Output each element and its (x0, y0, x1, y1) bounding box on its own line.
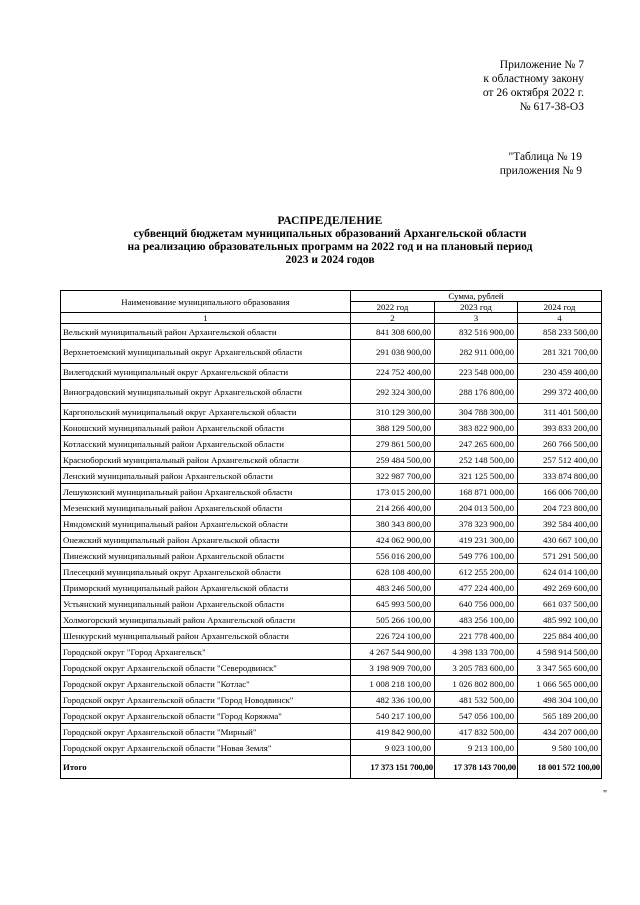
table-row (61, 516, 602, 532)
amount-2024: 333 874 800,00 (518, 468, 602, 484)
distribution-table (60, 290, 602, 779)
appendix-law: к областному закону (483, 73, 584, 85)
amount-2024: 9 580 100,00 (518, 740, 602, 756)
municipality-name: Городской округ Архангельской области "Город Коряжма" (61, 708, 351, 724)
amount-2022: 388 129 500,00 (351, 420, 435, 436)
table-row (61, 340, 602, 364)
amount-2023: 549 776 100,00 (435, 548, 518, 564)
table-row (61, 420, 602, 436)
year-header-2023: 2023 год (435, 302, 518, 313)
municipality-name: Няндомский муниципальный район Архангельской области (61, 516, 351, 532)
amount-2022: 291 038 900,00 (351, 340, 435, 364)
municipality-name: Коношский муниципальный район Архангельской области (61, 420, 351, 436)
appendix-law-number: № 617-38-ОЗ (519, 101, 584, 113)
amount-2023: 4 398 133 700,00 (435, 644, 518, 660)
table-row (61, 548, 602, 564)
amount-2024: 311 401 500,00 (518, 404, 602, 420)
amount-2022: 540 217 100,00 (351, 708, 435, 724)
amount-2024: 230 459 400,00 (518, 364, 602, 380)
municipality-name: Городской округ "Город Архангельск" (61, 644, 351, 660)
municipality-name: Городской округ Архангельской области "Северодвинск" (61, 660, 351, 676)
municipality-name: Плесецкий муниципальный округ Архангельской области (61, 564, 351, 580)
table-row (61, 580, 602, 596)
amount-2023: 221 778 400,00 (435, 628, 518, 644)
amount-2023: 252 148 500,00 (435, 452, 518, 468)
amount-2024: 3 347 565 600,00 (518, 660, 602, 676)
table-row (61, 708, 602, 724)
table-row (61, 612, 602, 628)
amount-2022: 322 987 700,00 (351, 468, 435, 484)
amount-2023: 547 056 100,00 (435, 708, 518, 724)
amount-2022: 259 484 500,00 (351, 452, 435, 468)
table-row (61, 740, 602, 756)
municipality-name: Мезенский муниципальный район Архангельской области (61, 500, 351, 516)
amount-2022: 556 016 200,00 (351, 548, 435, 564)
document-title (60, 215, 600, 267)
amount-2023: 378 323 900,00 (435, 516, 518, 532)
municipality-name: Котласский муниципальный район Архангельской области (61, 436, 351, 452)
name-column-header: Наименование муниципального образования (61, 291, 351, 313)
title-line-3: 2023 и 2024 годов (285, 254, 375, 266)
amount-2022: 310 129 300,00 (351, 404, 435, 420)
municipality-name: Онежский муниципальный район Архангельской области (61, 532, 351, 548)
table-body (61, 324, 602, 756)
column-number-2: 2 (351, 313, 435, 324)
total-2024: 18 001 572 100,00 (518, 756, 602, 779)
amount-2023: 477 224 400,00 (435, 580, 518, 596)
sum-column-header: Сумма, рублей (351, 291, 602, 302)
amount-2023: 419 231 300,00 (435, 532, 518, 548)
amount-2024: 430 667 100,00 (518, 532, 602, 548)
municipality-name: Ленский муниципальный район Архангельской области (61, 468, 351, 484)
total-label: Итого (61, 756, 351, 779)
table-row (61, 644, 602, 660)
amount-2022: 292 324 300,00 (351, 380, 435, 404)
amount-2024: 498 304 100,00 (518, 692, 602, 708)
amount-2023: 483 256 100,00 (435, 612, 518, 628)
amount-2023: 9 213 100,00 (435, 740, 518, 756)
amount-2024: 661 037 500,00 (518, 596, 602, 612)
amount-2022: 380 343 800,00 (351, 516, 435, 532)
total-2023: 17 378 143 700,00 (435, 756, 518, 779)
table-row (61, 404, 602, 420)
appendix-date: от 26 октября 2022 г. (482, 87, 584, 99)
table-row (61, 660, 602, 676)
amount-2024: 299 372 400,00 (518, 380, 602, 404)
table-row (61, 436, 602, 452)
table-row (61, 596, 602, 612)
amount-2023: 282 911 000,00 (435, 340, 518, 364)
amount-2024: 858 233 500,00 (518, 324, 602, 340)
amount-2023: 223 548 000,00 (435, 364, 518, 380)
amount-2022: 3 198 909 700,00 (351, 660, 435, 676)
amount-2023: 383 822 900,00 (435, 420, 518, 436)
table-row (61, 532, 602, 548)
amount-2024: 393 833 200,00 (518, 420, 602, 436)
table-row (61, 364, 602, 380)
year-header-2022: 2022 год (351, 302, 435, 313)
table-row (61, 324, 602, 340)
table-row (61, 628, 602, 644)
municipality-name: Городской округ Архангельской области "Котлас" (61, 676, 351, 692)
amount-2024: 225 884 400,00 (518, 628, 602, 644)
title-line-1: субвенций бюджетам муниципальных образований Архангельской области (133, 228, 527, 240)
column-number-1: 1 (61, 313, 351, 324)
column-number-3: 3 (435, 313, 518, 324)
table-row (61, 452, 602, 468)
table-appendix: приложения № 9 (499, 165, 582, 177)
amount-2023: 1 026 802 800,00 (435, 676, 518, 692)
closing-quote: " (603, 789, 608, 800)
amount-2022: 841 308 600,00 (351, 324, 435, 340)
municipality-name: Красноборский муниципальный район Архангельской области (61, 452, 351, 468)
municipality-name: Верхнетоемский муниципальный округ Архангельской области (61, 340, 351, 364)
amount-2023: 288 176 800,00 (435, 380, 518, 404)
municipality-name: Приморский муниципальный район Архангельской области (61, 580, 351, 596)
amount-2022: 482 336 100,00 (351, 692, 435, 708)
municipality-name: Шенкурский муниципальный район Архангельской области (61, 628, 351, 644)
amount-2023: 417 832 500,00 (435, 724, 518, 740)
municipality-name: Вилегодский муниципальный округ Архангельской области (61, 364, 351, 380)
municipality-name: Устьянский муниципальный район Архангельской области (61, 596, 351, 612)
table-row (61, 692, 602, 708)
amount-2022: 9 023 100,00 (351, 740, 435, 756)
amount-2022: 628 108 400,00 (351, 564, 435, 580)
amount-2022: 224 752 400,00 (351, 364, 435, 380)
amount-2024: 624 014 100,00 (518, 564, 602, 580)
appendix-reference (384, 58, 584, 114)
amount-2024: 492 269 600,00 (518, 580, 602, 596)
amount-2022: 419 842 900,00 (351, 724, 435, 740)
municipality-name: Пинежский муниципальный район Архангельской области (61, 548, 351, 564)
amount-2022: 173 015 200,00 (351, 484, 435, 500)
table-number: "Таблица № 19 (508, 151, 582, 163)
table-row (61, 380, 602, 404)
amount-2022: 1 008 218 100,00 (351, 676, 435, 692)
municipality-name: Холмогорский муниципальный район Архангельской области (61, 612, 351, 628)
table-row (61, 500, 602, 516)
year-header-2024: 2024 год (518, 302, 602, 313)
municipality-name: Городской округ Архангельской области "Город Новодвинск" (61, 692, 351, 708)
amount-2023: 640 756 000,00 (435, 596, 518, 612)
amount-2024: 1 066 565 000,00 (518, 676, 602, 692)
amount-2022: 226 724 100,00 (351, 628, 435, 644)
amount-2022: 214 266 400,00 (351, 500, 435, 516)
amount-2024: 257 512 400,00 (518, 452, 602, 468)
total-row (61, 756, 602, 779)
amount-2024: 565 189 200,00 (518, 708, 602, 724)
table-row (61, 468, 602, 484)
amount-2024: 4 598 914 500,00 (518, 644, 602, 660)
amount-2023: 321 125 500,00 (435, 468, 518, 484)
amount-2023: 247 265 600,00 (435, 436, 518, 452)
table-row (61, 564, 602, 580)
amount-2024: 434 207 000,00 (518, 724, 602, 740)
amount-2024: 260 766 500,00 (518, 436, 602, 452)
table-row (61, 676, 602, 692)
title-main: РАСПРЕДЕЛЕНИЕ (277, 215, 383, 227)
amount-2023: 304 788 300,00 (435, 404, 518, 420)
municipality-name: Лешуконский муниципальный район Архангельской области (61, 484, 351, 500)
column-number-4: 4 (518, 313, 602, 324)
amount-2022: 4 267 544 900,00 (351, 644, 435, 660)
amount-2023: 832 516 900,00 (435, 324, 518, 340)
amount-2023: 168 871 000,00 (435, 484, 518, 500)
title-line-2: на реализацию образовательных программ на 2022 год и на плановый период (127, 241, 533, 253)
municipality-name: Городской округ Архангельской области "Новая Земля" (61, 740, 351, 756)
amount-2024: 166 006 700,00 (518, 484, 602, 500)
municipality-name: Вельский муниципальный район Архангельской области (61, 324, 351, 340)
amount-2022: 424 062 900,00 (351, 532, 435, 548)
municipality-name: Виноградовский муниципальный округ Архангельской области (61, 380, 351, 404)
amount-2024: 281 321 700,00 (518, 340, 602, 364)
amount-2023: 204 013 500,00 (435, 500, 518, 516)
total-2022: 17 373 151 700,00 (351, 756, 435, 779)
amount-2024: 571 291 500,00 (518, 548, 602, 564)
amount-2022: 645 993 500,00 (351, 596, 435, 612)
municipality-name: Городской округ Архангельской области "Мирный" (61, 724, 351, 740)
amount-2023: 481 532 500,00 (435, 692, 518, 708)
table-row (61, 484, 602, 500)
municipality-name: Каргопольский муниципальный округ Архангельской области (61, 404, 351, 420)
amount-2022: 505 266 100,00 (351, 612, 435, 628)
amount-2024: 392 584 400,00 (518, 516, 602, 532)
amount-2024: 204 723 800,00 (518, 500, 602, 516)
amount-2023: 612 255 200,00 (435, 564, 518, 580)
amount-2022: 483 246 500,00 (351, 580, 435, 596)
amount-2024: 485 992 100,00 (518, 612, 602, 628)
table-row (61, 724, 602, 740)
amount-2022: 279 861 500,00 (351, 436, 435, 452)
amount-2023: 3 205 783 600,00 (435, 660, 518, 676)
table-reference (382, 150, 582, 178)
appendix-number: Приложение № 7 (499, 59, 584, 71)
